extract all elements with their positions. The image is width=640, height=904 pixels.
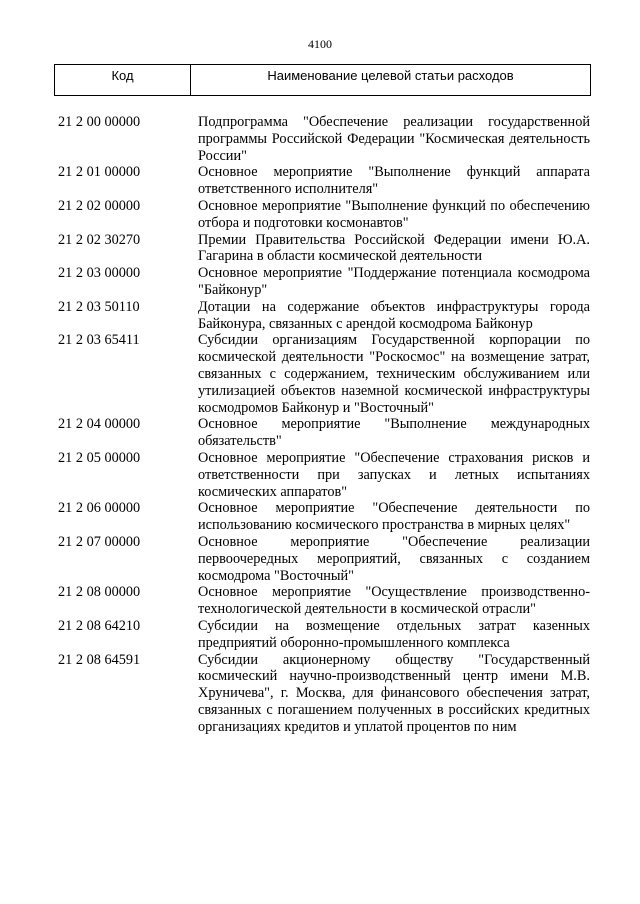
column-header-name: Наименование целевой статьи расходов bbox=[267, 68, 514, 83]
table-row bbox=[58, 534, 590, 584]
row-description: Основное мероприятие "Выполнение международных обязательств" bbox=[198, 416, 590, 450]
table-row bbox=[58, 232, 590, 266]
table-row bbox=[58, 584, 590, 618]
row-code: 21 2 01 00000 bbox=[58, 164, 141, 181]
column-header-code: Код bbox=[55, 65, 191, 95]
budget-items-list bbox=[58, 114, 590, 735]
row-description: Субсидии акционерному обществу "Государственный космический научно-производственный центр имени М.В. Хруничева", г. Москва, для финансового обеспечения затрат, связанных с погашением полученных в российских кредитных организациях кредитов и уплатой процентов по ним bbox=[198, 651, 590, 735]
page-number: 4100 bbox=[308, 37, 332, 51]
row-description: Субсидии на возмещение отдельных затрат казенных предприятий оборонно-промышленного комплекса bbox=[198, 617, 590, 651]
row-description: Основное мероприятие "Обеспечение деятельности по использованию космического пространства в мирных целях" bbox=[198, 500, 590, 534]
row-code: 21 2 03 50110 bbox=[58, 298, 140, 315]
table-row bbox=[58, 332, 590, 416]
row-code: 21 2 07 00000 bbox=[58, 533, 141, 550]
row-description: Дотации на содержание объектов инфраструктуры города Байконура, связанных с арендой космодрома Байконур bbox=[198, 298, 590, 332]
row-code: 21 2 00 00000 bbox=[58, 114, 141, 130]
table-row bbox=[58, 652, 590, 736]
table-row bbox=[58, 198, 590, 232]
row-code: 21 2 04 00000 bbox=[58, 416, 141, 433]
table-row bbox=[58, 164, 590, 198]
row-description: Субсидии организациям Государственной корпорации по космической деятельности "Роскосмос" на возмещение затрат, связанных с содержанием, техническим обслуживанием или утилизацией объектов наземной космической инфраструктуры космодромов Байконур и "Восточный" bbox=[198, 332, 590, 416]
table-row bbox=[58, 416, 590, 450]
table-row bbox=[58, 114, 590, 164]
row-description: Основное мероприятие "Обеспечение страхования рисков и ответственности при запусках и летных испытаниях космических аппаратов" bbox=[198, 449, 590, 500]
row-code: 21 2 05 00000 bbox=[58, 449, 141, 466]
row-description: Основное мероприятие "Поддержание потенциала космодрома "Байконур" bbox=[198, 265, 590, 298]
row-code: 21 2 08 64210 bbox=[58, 617, 141, 634]
table-row bbox=[58, 500, 590, 534]
row-description: Основное мероприятие "Осуществление производственно-технологической деятельности в космической отрасли" bbox=[198, 584, 590, 618]
row-description: Основное мероприятие "Обеспечение реализации первоочередных мероприятий, связанных с созданием космодрома "Восточный" bbox=[198, 533, 590, 584]
row-code: 21 2 06 00000 bbox=[58, 500, 141, 517]
row-description: Подпрограмма "Обеспечение реализации государственной программы Российской Федерации "Космическая деятельность России" bbox=[198, 114, 590, 164]
row-code: 21 2 08 00000 bbox=[58, 584, 141, 601]
table-row bbox=[58, 450, 590, 500]
table-row bbox=[58, 299, 590, 333]
row-code: 21 2 03 65411 bbox=[58, 332, 140, 349]
row-code: 21 2 02 30270 bbox=[58, 231, 141, 248]
row-description: Основное мероприятие "Выполнение функций аппарата ответственного исполнителя" bbox=[198, 164, 590, 198]
row-description: Премии Правительства Российской Федерации имени Ю.А. Гагарина в области космической деятельности bbox=[198, 231, 590, 265]
row-description: Основное мероприятие "Выполнение функций по обеспечению отбора и подготовки космонавтов" bbox=[198, 197, 590, 231]
row-code: 21 2 03 00000 bbox=[58, 265, 141, 282]
row-code: 21 2 08 64591 bbox=[58, 651, 141, 668]
table-row bbox=[58, 265, 590, 299]
table-header bbox=[54, 64, 591, 96]
row-code: 21 2 02 00000 bbox=[58, 197, 141, 214]
table-row bbox=[58, 618, 590, 652]
